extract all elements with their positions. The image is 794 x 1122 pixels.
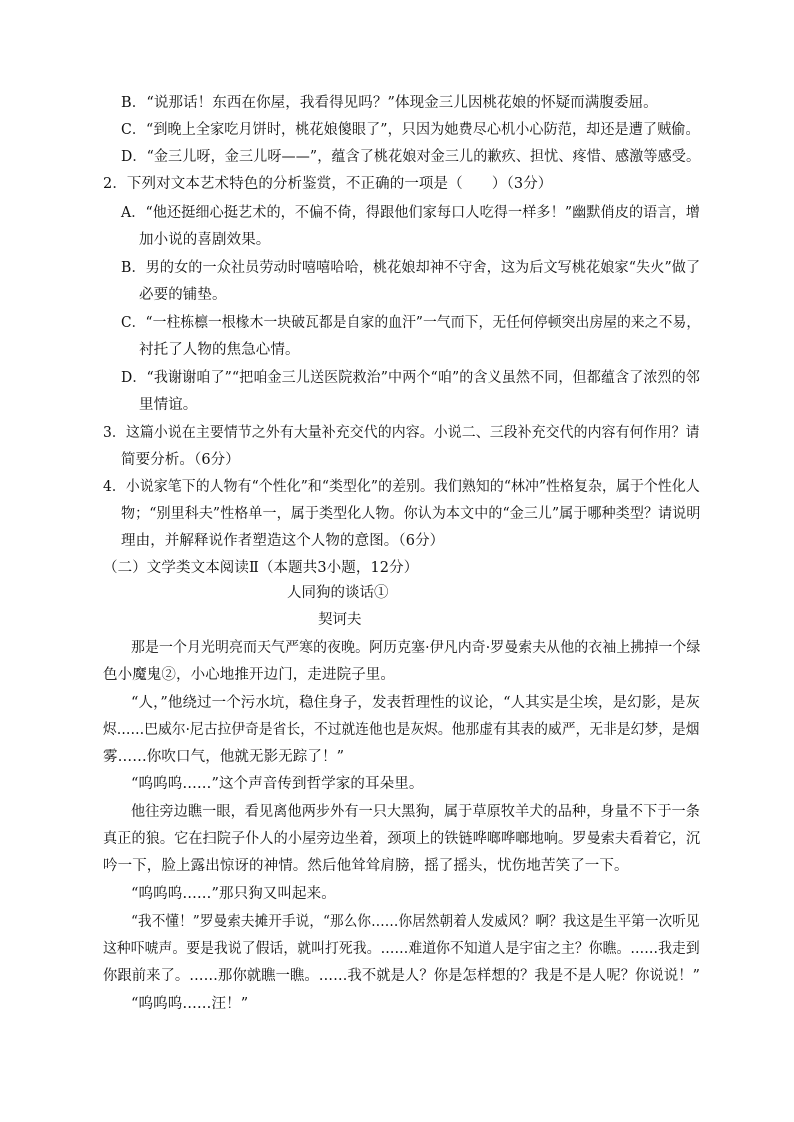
q2-option-d-line2: 里情谊。 [139,397,198,413]
q2-option-b-line1: B．男的女的一众社员劳动时嘻嘻哈哈，桃花娘却神不守舍，这为后文写桃花娘家“失火”做了 [121,260,701,276]
q1-option-d: D．“金三儿呀，金三儿呀——”，蕴含了桃花娘对金三儿的歉疚、担忧、疼惜、感激等感受。 [121,149,701,165]
story-p2-line1: “人，”他绕过一个污水坑，稳住身子，发表哲理性的议论，“人其实是尘埃，是幻影，是灰 [131,695,701,711]
story-title: 人同狗的谈话① [287,585,389,601]
q4-line3: 理由，并解释说作者塑造这个人物的意图。（6分） [121,533,445,549]
story-p6-line1: “我不懂！”罗曼索夫摊开手说，“那么你……你居然朝着人发威风？啊？我这是生平第一次听见 [131,914,700,930]
story-p3-line1: “呜呜呜……”这个声音传到哲学家的耳朵里。 [131,776,424,792]
q2-option-c-line2: 衬托了人物的焦急心情。 [139,342,300,358]
story-p4-line1: 他往旁边瞧一眼，看见离他两步外有一只大黑狗，属于草原牧羊犬的品种，身量不下于一条 [131,804,700,820]
q4-line1: 4．小说家笔下的人物有“个性化”和“类型化”的差别。我们熟知的“林冲”性格复杂，属于个性化人 [103,479,700,495]
q2-option-c-line1: C．“一柱栋檩一根椽木一块破瓦都是自家的血汗”一气而下，无任何停顿突出房屋的来之不易， [121,315,701,331]
section-heading: （二）文学类文本阅读Ⅱ（本题共3小题，12分） [103,560,419,576]
story-p4-line2: 真正的狼。它在扫院子仆人的小屋旁边坐着，颈项上的铁链哗啷哗啷地响。罗曼索夫看着它，沉 [103,831,701,847]
q3-line2: 简要分析。（6分） [121,452,240,468]
story-p2-line3: 雾……你吹口气，他就无影无踪了！” [103,749,345,765]
story-p1-line2: 色小魔鬼②，小心地推开边门，走进院子里。 [103,667,395,683]
q4-line2: 物；“别里科夫”性格单一，属于类型化人物。你认为本文中的“金三儿”属于哪种类型？请说明 [121,506,701,522]
q1-option-b: B．“说那话！东西在你屋，我看得见吗？”体现金三儿因桃花娘的怀疑而满腹委屈。 [121,95,658,111]
q2-stem: 2．下列对文本艺术特色的分析鉴赏，不正确的一项是（ ）（3分） [103,176,553,192]
story-p1-line1: 那是一个月光明亮而天气严寒的夜晚。阿历克塞·伊凡内奇·罗曼索夫从他的衣袖上拂掉一个绿 [131,640,701,656]
story-p6-line3: 你跟前来了。……那你就瞧一瞧。……我不就是人？你是怎样想的？我是不是人呢？你说说！” [103,968,701,984]
story-p6-line2: 这种吓唬声。要是我说了假话，就叫打死我。……难道你不知道人是宇宙之主？你瞧。……我走到 [103,941,700,957]
story-p2-line2: 烬……巴威尔·尼古拉伊奇是省长，不过就连他也是灰烬。他那虚有其表的威严，无非是幻梦，是烟 [103,722,700,738]
q2-option-a-line1: A．“他还挺细心挺艺术的，不偏不倚，得跟他们家每口人吃得一样多！”幽默俏皮的语言，增 [121,205,700,221]
q2-option-b-line2: 必要的铺垫。 [139,287,227,303]
q3-line1: 3．这篇小说在主要情节之外有大量补充交代的内容。小说二、三段补充交代的内容有何作用？请 [103,425,700,441]
story-p4-line3: 吟一下，脸上露出惊讶的神情。然后他耸耸肩膀，摇了摇头，忧伤地苦笑了一下。 [103,858,629,874]
q1-option-c: C．“到晚上全家吃月饼时，桃花娘傻眼了”，只因为她费尽心机小心防范，却还是遭了贼偷。 [121,122,700,138]
q2-option-a-line2: 加小说的喜剧效果。 [139,232,271,248]
q2-option-d-line1: D．“我谢谢咱了”“把咱金三儿送医院救治”中两个“咱”的含义虽然不同，但都蕴含了浓烈的邻 [121,370,700,386]
story-p7-line1: “呜呜呜……汪！” [131,996,249,1012]
story-p5-line1: “呜呜呜……”那只狗又叫起来。 [131,886,336,902]
story-author: 契诃夫 [318,612,362,628]
